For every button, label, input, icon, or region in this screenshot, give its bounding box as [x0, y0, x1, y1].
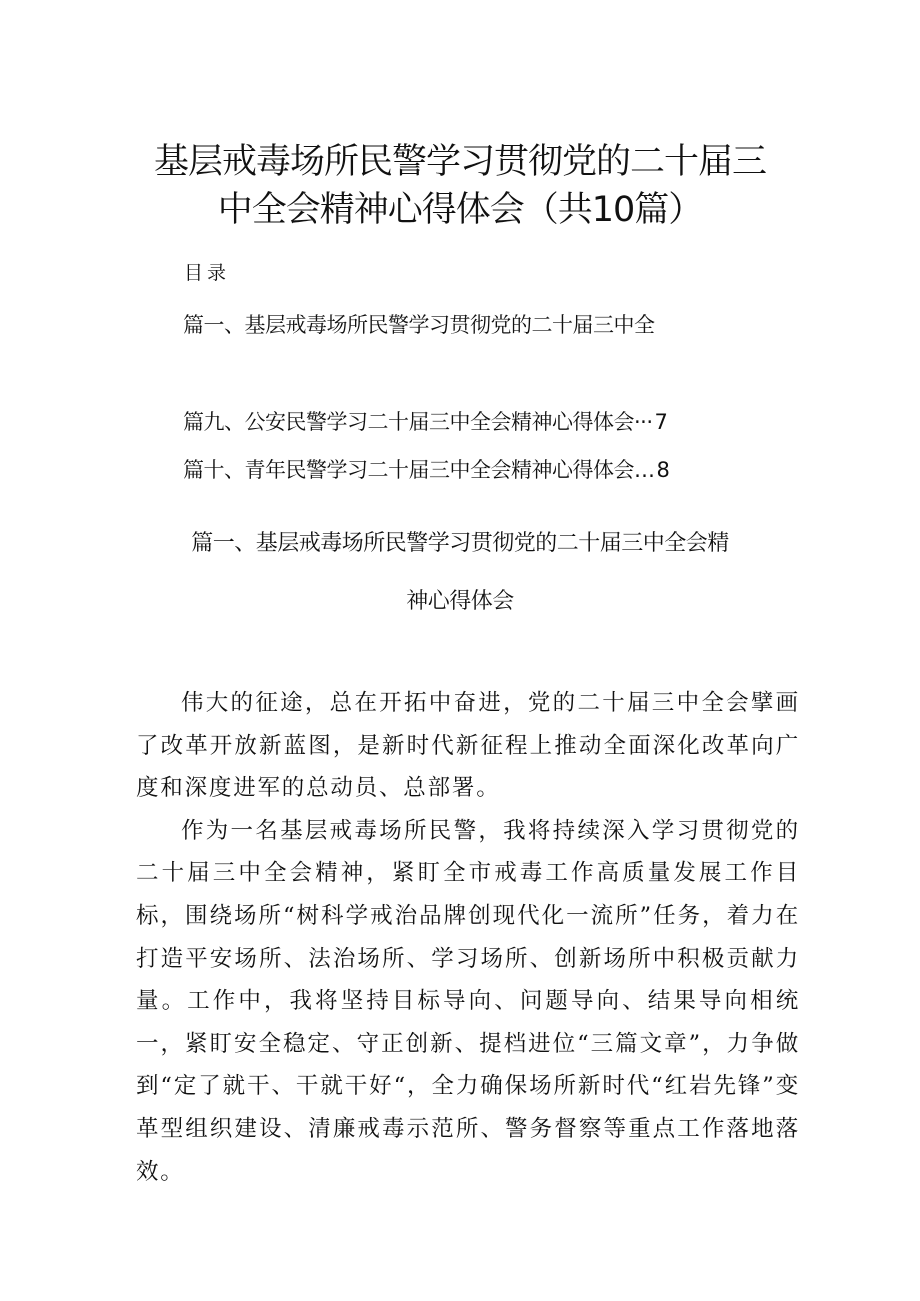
section-heading-line-2: 神心得体会 — [406, 589, 514, 614]
toc-heading: 目录 — [184, 262, 231, 284]
section-heading-line-1: 篇一、基层戒毒场所民警学习贯彻党的二十届三中全会精 — [191, 531, 729, 556]
body-text — [136, 682, 800, 1193]
toc-entry-1[interactable] — [183, 309, 657, 339]
document-title-line-1: 基层戒毒场所民警学习贯彻党的二十届三 — [153, 142, 766, 182]
toc-entry-page: 7 — [654, 410, 668, 434]
document-title — [100, 138, 820, 234]
toc-entry-label: 篇十、青年民警学习二十届三中全会精神心得体会… — [183, 458, 655, 482]
document-title-line-2: 中全会精神心得体会（共10篇） — [217, 190, 703, 230]
paragraph: 作为一名基层戒毒场所民警，我将持续深入学习贯彻党的二十届三中全会精神，紧盯全市戒毒工作高质量发展工作目标，围绕场所“树科学戒治品牌创现代化一流所”任务，着力在打造平安场所、法治场所、学习场所、创新场所中积极贡献力量。工作中，我将坚持目标导向、问题导向、结果导向相统一，紧盯安全稳定、守正创新、提档进位“三篇文章”，力争做到“定了就干、干就干好“，全力确保场所新时代“红岩先锋”变革型组织建设、清廉戒毒示范所、警务督察等重点工作落地落效。 — [136, 817, 800, 1185]
toc-entry-label: 篇九、公安民警学习二十届三中全会精神心得体会··· — [183, 410, 653, 434]
toc-entry-label: 篇一、基层戒毒场所民警学习贯彻党的二十届三中全 — [183, 313, 655, 337]
paragraph: 伟大的征途，总在开拓中奋进，党的二十届三中全会擘画了改革开放新蓝图，是新时代新征程上推动全面深化改革向广度和深度进军的总动员、总部署。 — [136, 690, 800, 802]
toc-entry-page: 8 — [656, 458, 670, 482]
toc-entry-9[interactable] — [183, 406, 667, 436]
toc-entry-10[interactable] — [183, 454, 669, 484]
